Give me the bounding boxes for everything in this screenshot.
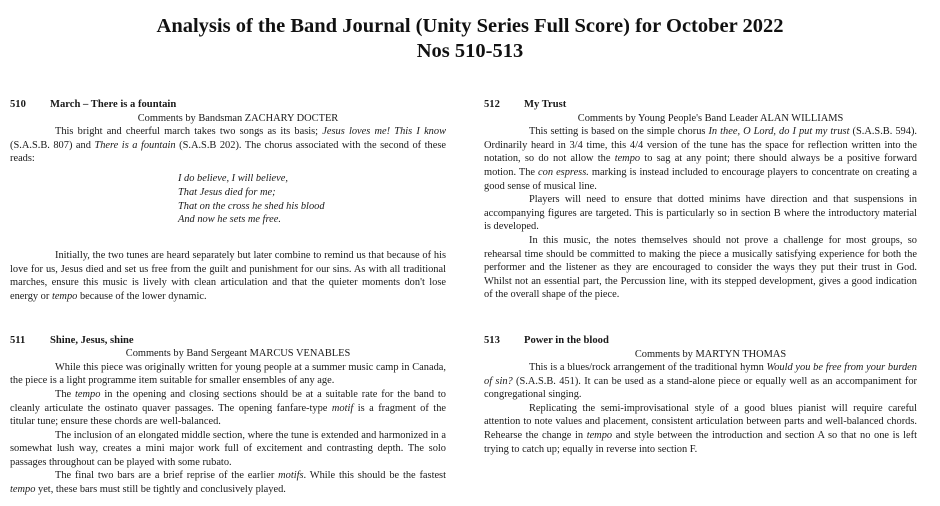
italic-run: In thee, O Lord, do I put my trust: [708, 126, 850, 138]
section-number: 513: [484, 334, 500, 346]
title-line-2: Nos 510-513: [416, 40, 524, 62]
section-513: [484, 334, 917, 456]
right-column: [484, 98, 917, 456]
chorus-verse: [178, 172, 446, 227]
section-title: March – There is a fountain: [50, 99, 177, 110]
section-number: 512: [484, 99, 500, 110]
section-510: [10, 98, 446, 304]
paragraph: [484, 402, 917, 456]
text-run: . While this should be the fastest: [303, 470, 446, 482]
paragraph: [484, 361, 917, 402]
text-run: because of the lower dynamic.: [77, 290, 207, 302]
italic-run: Jesus loves me! This I know: [322, 126, 447, 138]
paragraph: While this piece was originally written for young people at a summer music camp in Canada, the piece is a light programme item suitable for smaller ensembles of any age.: [10, 361, 446, 387]
text-run: The final two bars are a brief reprise of the earlier: [55, 470, 279, 482]
text-run: marking is instead included to encourage players to concentrate on creating a good sense of musical line.: [484, 166, 918, 192]
text-run: to sag at any point; there should always be a positive forward motion. The: [484, 153, 917, 178]
paragraph: [10, 469, 446, 496]
italic-run: tempo: [75, 388, 101, 400]
commenter-line: Comments by Band Sergeant MARCUS VENABLES: [125, 348, 351, 360]
verse-line: I do believe, I will believe,: [178, 172, 288, 184]
verse-line: That on the cross he shed his blood: [178, 200, 325, 212]
italic-run: There is a fountain: [94, 139, 176, 151]
text-run: Replicating the semi-improvisational style of a good blues pianist will require careful attention to note values and placement, consistent articulation between parts and well-balanced chords. Rehearse the change in: [484, 402, 917, 442]
text-run: Initially, the two tunes are heard separately but later combine to remind us that because of his love for us, Jesus died and set us free from the guilt and punishment for our sins. As with all traditional marches, ensure this music is lively with clean articulation and that the quieter moments don't lose energy or: [10, 250, 446, 302]
text-run: and style between the introduction and section A so that no one is left trying to catch up; equally in reverse into section F.: [484, 430, 917, 455]
italic-run: tempo: [614, 153, 641, 165]
italic-run: Would you be free from your burden of sin?: [484, 362, 917, 387]
paragraph: The inclusion of an elongated middle section, where the tune is extended and harmonized in a somewhat lush way, creates a mini major work full of excitement and contrasting depth. The solo passages throughout can be played with some rubato.: [10, 429, 446, 468]
italic-run: tempo: [10, 484, 36, 496]
paragraph: In this music, the notes themselves should not prove a challenge for most groups, so rehearsal time should be committed to making the piece a musically satisfying experience for both the performer and the listener as they are encouraged to consider the ways they put their trust in God. Whilst not an essential part, the Percussion line, with its stepped development, gives a good indication of the overall shape of the piece.: [484, 234, 917, 301]
italic-run: tempo: [51, 290, 78, 302]
section-title: Power in the blood: [524, 334, 609, 346]
text-run: This setting is based on the simple chorus: [529, 126, 709, 138]
text-run: This is a blues/rock arrangement of the traditional hymn: [529, 362, 767, 374]
verse-line: That Jesus died for me;: [178, 186, 276, 198]
text-run: (S.A.S.B. 451). It can be used as a stand-alone piece or equally well as an accompaniment for congregational singing.: [484, 375, 917, 401]
commenter-line: Comments by MARTYN THOMAS: [634, 348, 787, 360]
text-run: yet, these bars must still be tightly and conclusively played.: [35, 484, 286, 496]
italic-run: motifs: [278, 470, 304, 482]
section-number: 510: [10, 99, 26, 110]
commenter-line: Comments by Bandsman ZACHARY DOCTER: [137, 112, 339, 124]
section-heading: [10, 334, 446, 348]
section-title: Shine, Jesus, shine: [50, 334, 134, 346]
commenter-line: Comments by Young People's Band Leader ALAN WILLIAMS: [577, 112, 844, 124]
title-line-1: Analysis of the Band Journal (Unity Series Full Score) for October 2022: [156, 15, 784, 37]
text-run: The: [55, 388, 76, 400]
italic-run: con espress.: [538, 166, 589, 178]
section-heading: [484, 98, 917, 112]
section-heading: [484, 334, 917, 348]
text-run: (S.A.S.B. 807) and: [10, 139, 95, 151]
page-title: [0, 14, 940, 64]
paragraph: [484, 125, 917, 193]
paragraph: [10, 388, 446, 429]
section-title: My Trust: [524, 99, 567, 110]
italic-run: tempo: [586, 430, 613, 442]
section-511: [10, 334, 446, 497]
text-run: is a fragment of the titular tune; ensure these chords are well-balanced.: [10, 402, 446, 428]
section-heading: [10, 98, 446, 112]
italic-run: motif: [331, 402, 354, 414]
section-number: 511: [10, 334, 26, 346]
paragraph: Players will need to ensure that dotted minims have direction and that suspensions in accompanying figures are targeted. This is particularly so in section B where the introductory material is developed.: [484, 194, 917, 233]
text-run: in the opening and closing sections should be at a suitable rate for the band to cleanly articulate the ostinato quaver passages. The opening fanfare-type: [10, 388, 446, 414]
section-512: [484, 98, 917, 302]
paragraph: [10, 125, 446, 166]
text-run: This bright and cheerful march takes two songs as its basis;: [55, 126, 323, 138]
verse-line: And now he sets me free.: [178, 214, 281, 226]
left-column: [10, 98, 446, 497]
text-run: (S.A.S.B 202). The chorus associated with the second of these reads:: [10, 139, 446, 165]
paragraph: [10, 249, 446, 303]
text-run: (S.A.S.B. 594). Ordinarily heard in 3/4 time, this 4/4 version of the tune has the space for reflection written into the notation, so do not allow the: [484, 126, 918, 165]
